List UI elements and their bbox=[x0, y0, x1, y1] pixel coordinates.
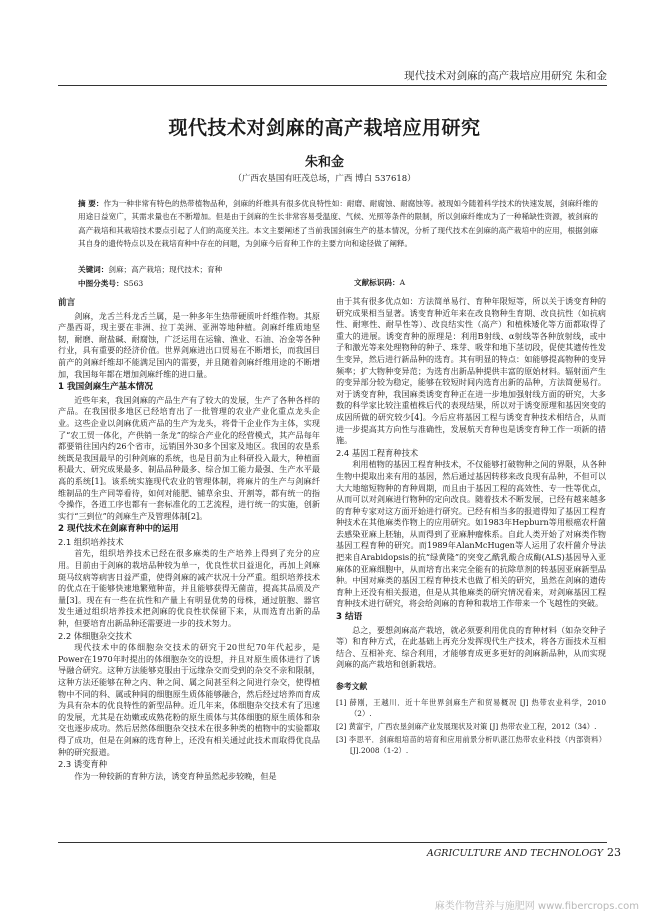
abstract-label: 摘 要： bbox=[78, 199, 104, 208]
paragraph-section-2-3: 作为一种较新的育种方法，诱变育种虽然起步较晚，但是 bbox=[74, 770, 277, 781]
right-column bbox=[336, 296, 606, 758]
classification bbox=[78, 277, 598, 290]
references-heading: 参考文献 bbox=[336, 682, 368, 691]
section-heading-3: 3 结语 bbox=[336, 612, 363, 623]
running-header: 现代技术对剑麻的高产栽培应用研究 朱和金 bbox=[404, 70, 607, 82]
journal-name: AGRICULTURE AND TECHNOLOGY bbox=[426, 848, 603, 859]
watermark: 麻类作物营养与施肥网 www.fibercrops.com bbox=[434, 901, 639, 912]
reference-item: [2] 黄富宇，广西农垦剑麻产业发展现状及对策 [J] 热带农业工程，2012（34）. bbox=[336, 721, 597, 731]
reference-item: [1] 薛刚，王越川．近十年世界剑麻生产和贸易概况 [J] 热带农业科学，2010（2）. bbox=[336, 697, 606, 718]
header-rule bbox=[58, 85, 607, 86]
abstract-text: 作为一种非常有特色的热带植物品种，剑麻的纤维具有很多优良特性如：耐磨、耐腐蚀、耐腐蚀等。被现如今随着科学技术的快速发展，剑麻纤维的用途日益宽广，其需求量也在不断增加。但是由于剑麻的生长非常容易受温度、气候、光照等条件的限制，所以剑麻纤维成为了一种稀缺性资源，被剑麻的高产栽培和其栽培技术要点引起了人们的高度关注。本文主要阐述了当前我国剑麻生产的基本情况，分析了现代技术在剑麻的高产栽培中的应用，根据剑麻其自身的遗传特点以及在栽培育种中存在的问题，为剑麻今后育种工作的主要方向和途径做了阐释。 bbox=[78, 199, 598, 249]
class-number: S563 bbox=[123, 279, 144, 288]
keywords bbox=[78, 263, 598, 276]
section-heading-2: 2 现代技术在剑麻育种中的运用 bbox=[58, 524, 179, 535]
page-number: 23 bbox=[607, 846, 621, 859]
subsection-heading-2-1: 2.1 组织培养技术 bbox=[58, 536, 124, 547]
class-label: 中图分类号： bbox=[78, 279, 124, 288]
paragraph-section-2-4: 利用植物的基因工程育种技术，不仅能够打破物种之间的界限，从各种生物中提取出来有用的基因，然后通过基因转移来改良现有品种，不但可以大大地缩短物种的育种周期，而且由于基因工程的高效性、专一性等优点，从而可以对剑麻进行物种的定向改良。随着技术不断发展，已经有越来越多的育种专家对这方面开始进行研究。已经有相当多的报道得知了基因工程育种技术在其他麻类作物上的应用研究。如1983年Hepburn等用根癌农杆菌去感染亚麻上胚轴，从而得到了亚麻肿瘤株系。自此人类开始了对麻类作物基因工程育种的研究。而1989年AlanMcHugen等人运用了农杆菌介导法把来自Arabidopsis的抗“绿黄隆”的突变乙酰乳酸合成酶(ALS)基因导入亚麻体的亚麻细胞中，从而培育出来完全能有的抗除草剂的转基因亚麻新型品种。中国对麻类的基因工程育种技术也做了相关的研究，虽然在剑麻的遗传育种上还没有相关报道，但是从其他麻类的研究情况看来，对剑麻基因工程育种技术进行研究，将会给剑麻的育种和栽培工作带来一个飞越性的突破。 bbox=[336, 459, 606, 609]
abstract bbox=[78, 197, 598, 251]
paragraph-section-2-3-cont: 由于其有很多优点如：方法简单易行、育种年限短等，所以关于诱变育种的研究成果相当显著。诱变育种近年来在改良物种生育期、改良抗性（如抗病性、耐寒性、耐旱性等）、改良结实性（高产）和植株矮化等方面都取得了重大的进展。诱变育种的原理是：利用B射线、α射线等各种放射线，或中子和激光等来处理物种的种子、珠芽、吸芽和地下茎切段，促使其遗传性发生变异，然后进行新品种的选育。其有明显的特点：如能够提高物种的变异频率；扩大物种变异范；为选育出新品种提供丰富的原始材料。辐射面产生的变异部分较为稳定，能够在较短时间内选育出新的品种，方法简便易行。对于诱变育种，我国麻类诱变育种正在进一步地加强射线方面的研究，大多数的科学家比较注重植株后代的表现结果，所以对于诱变原理和基因突变的成因所做的研究较少[4]。今后应将基因工程与诱变育种技术相结合，从而进一步提高其方向性与准确性，发展航天育种也是诱变育种工作一项新的措施。 bbox=[336, 296, 606, 446]
author-name: 朱和金 bbox=[304, 155, 344, 170]
journal-footer bbox=[427, 846, 621, 859]
subsection-heading-2-3: 2.3 诱变育种 bbox=[58, 759, 108, 770]
paragraph-section-1: 近些年来，我国剑麻的产品生产有了较大的发展，生产了各种各样的产品。在我国很多地区已经培育出了一批管理的农业产业化重点龙头企业。这些企业以剑麻优质产品的生产为龙头，将骨干企业作为主体，实现了“农工贸一体化，产供销一条龙”的综合产业化的经营模式，其产品每年都要销往国内约26个省市，远销国外30多个国家及地区。我国的农垦系统既是我国最早的引种剑麻的系统，也是目前为止科研投入最大，种植面积最大、研究成果最多、制品品种最多、综合加工能力最强、生产水平最高的系统[1]。该系统实施现代农业的管理体制，将麻片的生产与剑麻纤维制品的生产同等看待，如何对能肥、铺草余虫、开割等，都有统一的指令操作，各道工序也都有一套标准化的工艺流程，进行统一的实施，创新实行“三到位”的剑麻生产及管理体制[2]。 bbox=[58, 394, 320, 521]
section-heading-preface: 前言 bbox=[58, 298, 76, 308]
doc-code: A bbox=[399, 278, 406, 287]
keywords-text: 剑麻；高产栽培；现代技术；育种 bbox=[108, 265, 223, 274]
doc-label: 文献标识码： bbox=[354, 278, 400, 287]
subsection-heading-2-4: 2.4 基因工程育种技术 bbox=[336, 447, 419, 458]
article-title: 现代技术对剑麻的高产栽培应用研究 bbox=[168, 117, 481, 139]
subsection-heading-2-2: 2.2 体细胞杂交技术 bbox=[58, 630, 132, 641]
left-column bbox=[58, 296, 320, 782]
footer-rule bbox=[58, 842, 607, 843]
paragraph-section-2-2: 现代技术中的体细胞杂交技术的研究于20世纪70年代起步，是Power在1970年时提出的体细胞杂交的设想，并且对原生质体进行了诱导融合研究。这种方法能够克服由于远缘杂交而受到的杂交不亲和限制，这种方法还能够在种之内、种之间、属之间甚至科之间进行杂交，使得植物中不同的科、属或种间的细胞原生质体能够融合，然后经过培养而育成为具有杂本的优良特性的新型品种。近几年来，体细胞杂交技术有了迅速的发展，尤其是在幼嫩或成熟花粉的原生质体与其体细胞的原生质体和杂交也逐步成功。然后居然体细胞杂交技术在很多种类的植物中的实验都取得了成功，但是在剑麻的选育种上，还没有相关通过此技术而取得优良品种的研究报道。 bbox=[58, 642, 320, 757]
paragraph-preface: 剑麻，龙舌兰科龙舌兰属，是一种多年生热带硬质叶纤维作物。其原产墨西哥，现主要在非洲、拉丁美洲、亚洲等地种植。剑麻纤维质地坚韧，耐磨、耐盐碱、耐腐蚀，广泛运用在运输、渔业、石油、冶金等各种行业，具有重要的经济价值。世界剑麻进出口贸易在不断增长，而我国目前产的剑麻纤维却不能满足国内的需要，并且随着剑麻纤维用途的不断增加，我国每年都在增加剑麻纤维的进口量。 bbox=[58, 310, 320, 379]
author-affiliation: （广西农垦国有旺茂总场，广西 博白 537618） bbox=[233, 174, 416, 184]
paragraph-section-3: 总之，要想剑麻高产栽培，就必须要利用优良的育种材料（如杂交种子等）和育种方式，在此基础上再充分发挥现代生产技术，将各方面技术互相结合、互相补充、综合利用，才能够育成更多更好的剑麻新品种，从而实现剑麻的高产栽培和创新栽培。 bbox=[336, 624, 606, 670]
paragraph-section-2-1: 首先，组织培养技术已经在很多麻类的生产培养上得到了充分的应用。目前由于剑麻的栽培品种较为单一，优良性状日益退化，再加上剑麻斑马纹病等病害日益严重，使得剑麻的减产状况十分严重。组织培养技术的优点在于能够快速地繁殖种苗，并且能够获得无菌苗，提高其品质及产量[3]。现在有一些在抗性和产量上有明显优势的母株，通过脏胞、器官发生通过组织培养技术把剑麻的优良性状保留下来，从而选育出新的品种，但要培育出新品种还需要进一步的技术努力。 bbox=[58, 548, 320, 629]
reference-item: [3] 李思平．剑麻组培苗的培育和应用前景分析叭湛江热带农业科技（内部资料）[J].2008（1-2）. bbox=[336, 734, 606, 755]
section-heading-1: 1 我国剑麻生产基本情况 bbox=[58, 382, 153, 393]
document-code bbox=[354, 277, 405, 288]
keywords-label: 关键词： bbox=[78, 265, 109, 274]
